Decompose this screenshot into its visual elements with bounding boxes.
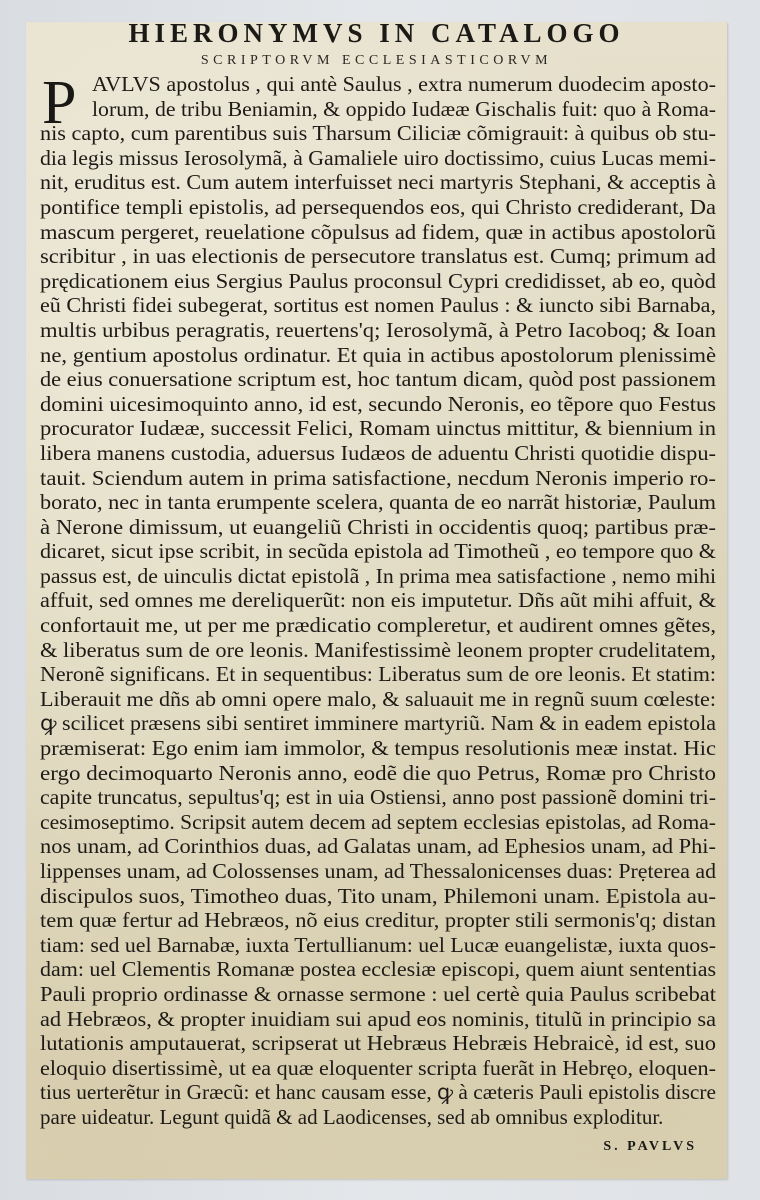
catchword-signature: S. PAVLVS [603, 1139, 697, 1154]
text-line: lippenses unam, ad Colossenses unam, ad Thessalonicenses duas: Prẹterea ad [40, 859, 716, 883]
text-line: ad Hebræos, & propter inuidiam sui apud eos nominis, titulũ in principio sa [40, 1006, 717, 1031]
text-line: lutationis amputauerat, scripserat ut Hebræus Hebræis Hebraicè, id est, suo [40, 1031, 716, 1056]
text-line: eũ Christi fidei subegerat, sortitus est nomen Paulus : & iuncto sibi Barnaba, [40, 293, 716, 318]
text-line: ꝙ scilicet præsens sibi sentiret imminere martyriũ. Nam & in eadem epistola [40, 711, 716, 736]
text-line: passus est, de uinculis dictat epistolã , In prima mea satisfactione , nemo mihi [40, 563, 716, 588]
text-line: tem quæ fertur ad Hebræos, nõ eius creditur, propter stili sermonis'q; distan [40, 908, 717, 933]
text-line: tiam: sed uel Barnabæ, iuxta Tertullianum: uel Lucæ euangelistæ, iuxta quos- [40, 932, 716, 957]
page-subtitle: SCRIPTORVM ECCLESIASTICORVM [200, 53, 553, 68]
text-line: confortauit me, ut per me prædicatio compleretur, et audirent omnes gẽtes, [40, 613, 716, 638]
text-line: prędicationem eius Sergius Paulus proconsul Cypri credidisset, ab eo, quòd [40, 268, 717, 293]
text-line: Liberauit me dñs ab omni opere malo, & saluauit me in regnũ suum cœleste: [40, 686, 716, 711]
text-line: dicaret, sicut ipse scribit, in secũda epistola ad Timotheũ , eo tempore quo & [40, 539, 716, 564]
text-line: ergo decimoquarto Neronis anno, eodẽ die quo Petrus, Romæ pro Christo [40, 760, 716, 785]
text-line: AVLVS apostolus , qui antè Saulus , extra numerum duodecim aposto- [92, 72, 716, 96]
text-line: nit, eruditus est. Cum autem interfuisset neci martyris Stephani, & acceptis à [40, 170, 716, 195]
text-line: ne, gentium apostolus ordinatur. Et quia in actibus apostolorum plenissimè [40, 342, 716, 367]
body-text [26, 69, 717, 1130]
text-line: tius uerterẽtur in Græcũ: et hanc causam esse, ꝙ à cæteris Pauli epistolis discre [40, 1080, 716, 1105]
text-line: scribitur , in uas electionis de persecutore translatus est. Cumq; primum ad [40, 244, 716, 269]
text-line: affuit, sed omnes me dereliquerũt: non eis imputetur. Dñs aũt mihi affuit, & [40, 588, 716, 613]
text-line: borato, nec in tanta erumpente scelera, quanta de eo narrãt historiæ, Paulum [40, 490, 716, 515]
text-line: dam: uel Clementis Romanæ postea ecclesiæ episcopi, quem aiunt sententias [40, 957, 717, 982]
text-lines [26, 69, 717, 1130]
text-line: nos unam, ad Corinthios duas, ad Galatas unam, ad Ephesios unam, ad Phi- [40, 834, 717, 859]
text-line: eloquio disertissimè, ut ea quæ eloquenter scripta fuerãt in Hebręo, eloquen- [40, 1055, 716, 1080]
page-title: HIERONYMVS IN CATALOGO [128, 18, 625, 48]
text-line: discipulos suos, Timotheo duas, Tito unam, Philemoni unam. Epistola au- [40, 883, 716, 908]
text-line: dia legis missus Ierosolymã, à Gamaliele uiro doctissimo, cuius Lucas memi- [40, 145, 716, 170]
text-line: à Nerone dimissum, ut euangeliũ Christi in occidentis quoq; partibus præ- [40, 514, 716, 539]
text-line: Neronẽ significans. Et in sequentibus: Liberatus sum de ore leonis. Et statim: [40, 662, 716, 687]
text-line: multis urbibus peragratis, reuertens'q; Ierosolymã, à Petro Iacoboq; & Ioan [40, 317, 716, 342]
text-line: mascum pergeret, reuelatione cõpulsus ad fidem, quæ in actibus apostolorũ [40, 219, 716, 244]
text-line: lorum, de tribu Beniamin, & oppido Iudææ Gischalis fuit: quo à Roma- [92, 96, 716, 121]
text-line: libera manens custodia, aduersus Iudæos de aduentu Christi quotidie dispu- [40, 440, 716, 465]
text-line: de eius conuersatione scriptum est, hoc tantum dicam, quòd post passionem [40, 367, 716, 392]
text-line: tauit. Sciendum autem in prima satisfactione, necdum Neronis imperio ro- [40, 465, 716, 490]
book-page [26, 18, 727, 1179]
text-line: & liberatus sum de ore leonis. Manifestissimè leonem propter crudelitatem, [40, 637, 717, 662]
text-line: Pauli proprio ordinasse & ornasse sermone : uel certè quia Paulus scribebat [40, 981, 716, 1006]
text-line: procurator Iudææ, successit Felici, Romam uinctus mittitur, & biennium in [40, 416, 716, 441]
drop-cap: P [42, 69, 77, 137]
text-line: nis capto, cum parentibus suis Tharsum Ciliciæ cõmigrauit: à quibus ob stu- [40, 121, 716, 146]
text-line: capite truncatus, sepultus'q; est in uia Ostiensi, anno post passionẽ domini tri- [40, 785, 716, 810]
text-line: domini uicesimoquinto anno, id est, secundo Neronis, eo tẽpore quo Festus [40, 391, 716, 416]
text-line: pare uideatur. Legunt quidã & ad Laodicenses, sed ab omnibus exploditur. [40, 1104, 664, 1129]
text-line: præmiserat: Ego enim iam immolor, & tempus resolutionis meæ instat. Hic [40, 736, 716, 761]
text-line: cesimoseptimo. Scripsit autem decem ad septem ecclesias epistolas, ad Roma- [40, 809, 716, 834]
text-line: pontifice templi epistolis, ad persequendos eos, qui Christo crediderant, Da [40, 194, 716, 219]
